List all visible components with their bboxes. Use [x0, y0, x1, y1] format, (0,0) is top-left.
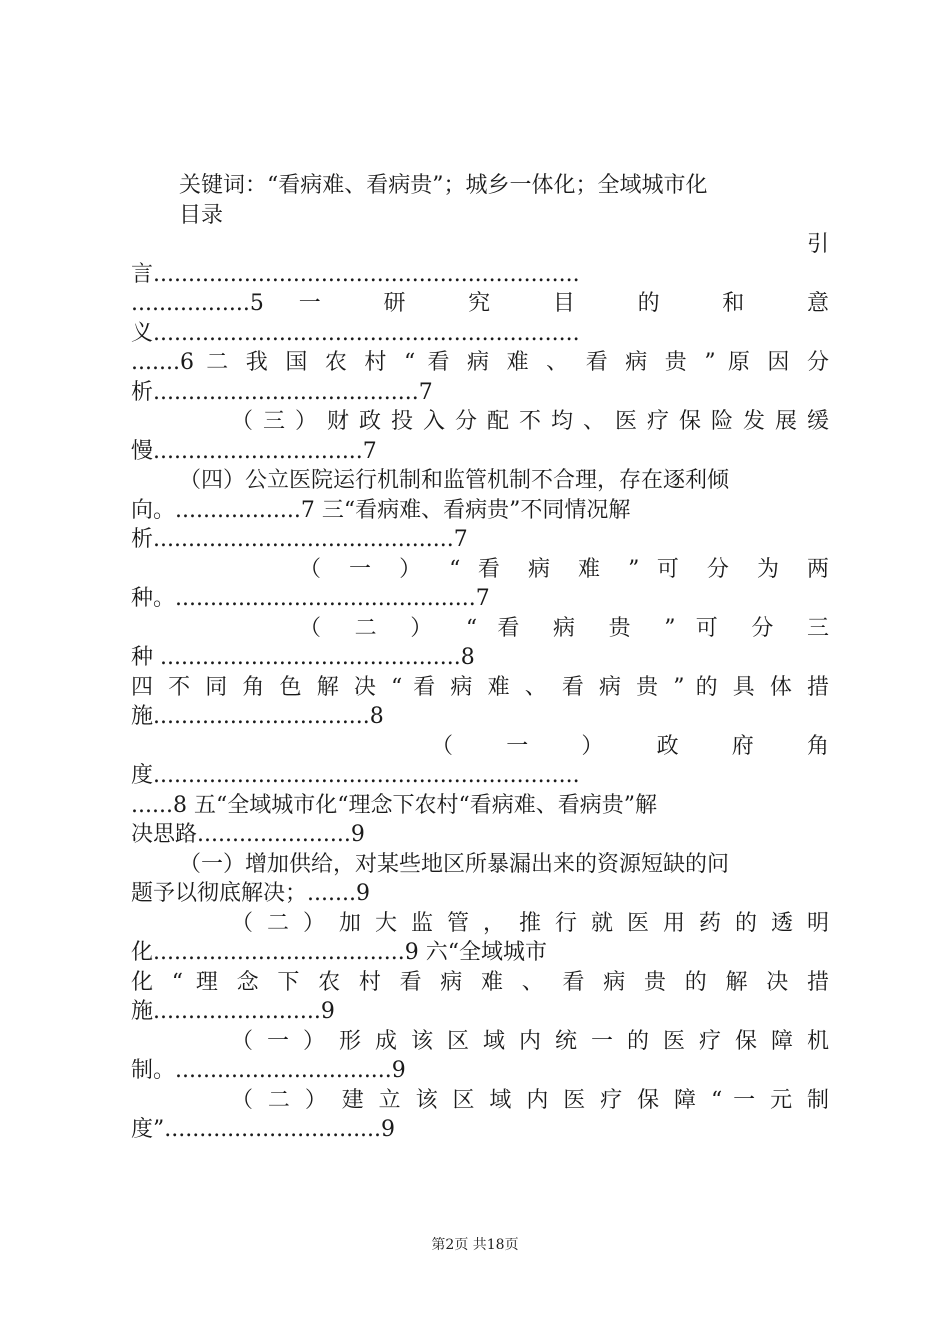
- toc-line: 施...............................8: [131, 704, 384, 729]
- toc-line: （ 一 ） “ 看 病 难 ” 可 分 为 两: [299, 556, 829, 582]
- toc-line: （ 二 ） 建 立 该 区 域 内 医 疗 保 障 “ 一 元 制: [231, 1087, 829, 1113]
- toc-line: （ 一 ） 形 成 该 区 域 内 统 一 的 医 疗 保 障 机: [231, 1028, 829, 1054]
- toc-line: （四）公立医院运行机制和监管机制不合理，存在逐利倾: [179, 468, 730, 493]
- toc-line: ......8 五“全域城市化“理念下农村“看病难、看病贵”解: [131, 792, 657, 818]
- toc-line: .......6 二 我 国 农 村 “ 看 病 难 、 看 病 贵 ” 原 因 分: [131, 350, 829, 375]
- page-footer: 第2页 共18页: [431, 1237, 519, 1253]
- toc-line: 义.............................................................: [131, 320, 580, 346]
- toc-line: （三）财政投入分配不均、医疗保险发展缓: [231, 409, 829, 434]
- toc-line: （ 二 ） “ 看 病 贵 ” 可 分 三: [299, 615, 829, 641]
- toc-line: 目录: [179, 202, 224, 228]
- toc-line: 种 ...........................................8: [131, 645, 475, 670]
- toc-line: 析...........................................7: [131, 527, 468, 552]
- toc-line: 慢..............................7: [131, 438, 377, 464]
- toc-line: 化 “ 理 念 下 农 村 看 病 难 、 看 病 贵 的 解 决 措: [131, 969, 829, 995]
- toc-line: .................5 一 研 究 目 的 和 意: [131, 291, 829, 316]
- toc-line: 种。...........................................7: [131, 586, 490, 611]
- toc-line: 引: [806, 232, 829, 257]
- toc-line: 化....................................9 六“全域城市: [131, 940, 547, 965]
- toc-line: 决思路......................9: [131, 822, 365, 847]
- toc-line: （ 二 ） 加 大 监 管 ， 推 行 就 医 用 药 的 透 明: [231, 910, 829, 936]
- toc-line: （一）增加供给，对某些地区所暴漏出来的资源短缺的问: [179, 851, 730, 877]
- toc-line: 施........................9: [131, 999, 335, 1024]
- toc-line: 度”...............................9: [131, 1117, 396, 1142]
- toc-line: 关键词：“看病难、看病贵”；城乡一体化；全域城市化: [179, 173, 708, 198]
- toc-line: 度.............................................................: [131, 763, 580, 788]
- toc-line: 向。..................7 三“看病难、看病贵”不同情况解: [131, 497, 631, 523]
- toc-line: 制。...............................9: [131, 1058, 406, 1083]
- toc-line: 四 不 同 角 色 解 决 “ 看 病 难 、 看 病 贵 ” 的 具 体 措: [131, 674, 829, 700]
- toc-line: 析......................................7: [131, 379, 433, 405]
- toc-line: 题予以彻底解决；.......9: [131, 881, 370, 906]
- toc-line: （ 一 ） 政 府 角: [431, 733, 829, 759]
- table-of-contents: [131, 171, 829, 1145]
- toc-line: 言.............................................................: [131, 261, 580, 287]
